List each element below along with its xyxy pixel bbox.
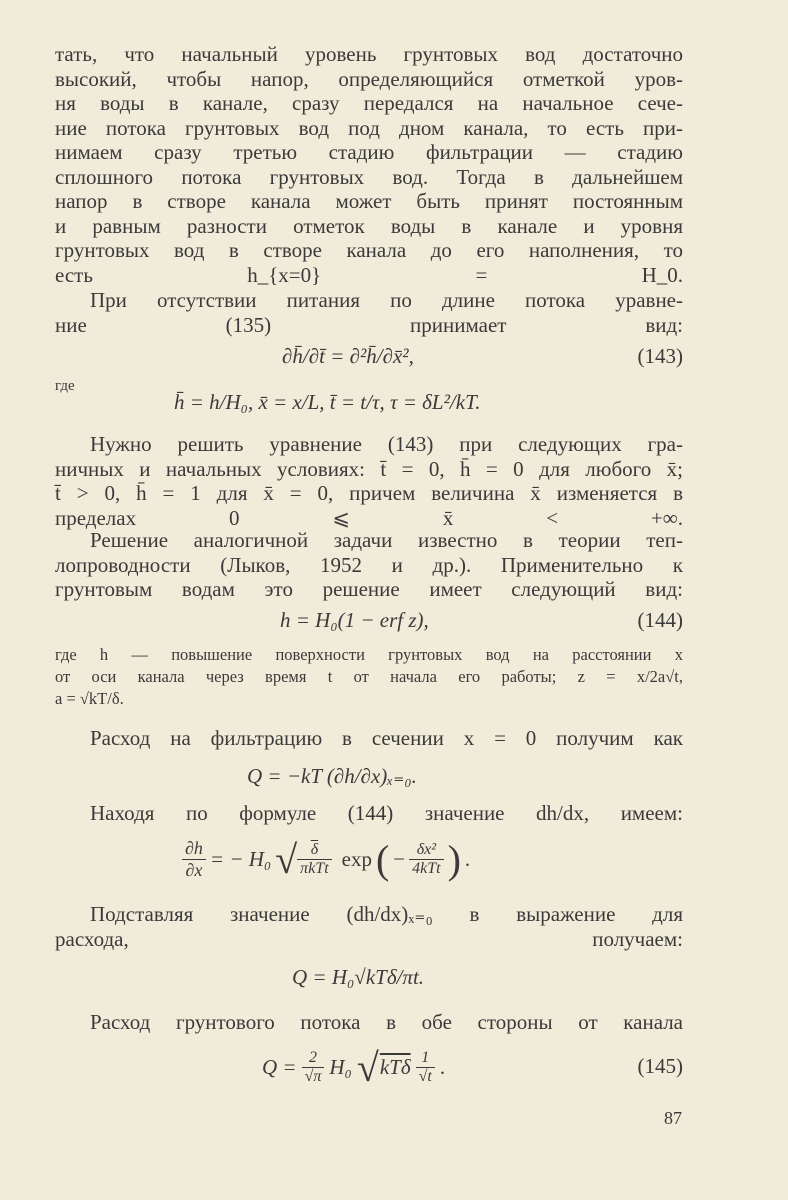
fraction-denominator: √π [304,1068,322,1085]
text-line: пределах 0 ⩽ x̄ < +∞. [55,505,683,530]
head-symbol: H₀ [329,1055,352,1079]
fraction-denominator: 4kTt [412,860,441,877]
derivative-fraction [182,838,206,881]
equation-discharge-2: Q = H₀√kTδ/πt. [292,965,425,989]
paragraph-3 [55,432,683,530]
fraction-numerator: ∂h [182,838,206,860]
paragraph-4 [55,528,683,602]
equation-discharge-1: Q = −kT (∂h/∂x)ₓ₌₀. [247,764,417,788]
equation-143-definitions: h̄ = h/H₀, x̄ = x/L, t̄ = t/τ, τ = δL²/kT. [174,390,481,414]
paragraph-8 [55,1010,683,1035]
exp-fraction [409,841,443,878]
equation-144: h = H₀(1 − erf z), [280,608,429,632]
text-line: Подставляя значение (dh/dx)ₓ₌₀ в выражение для [90,902,683,926]
text-line: Решение аналогичной задачи известно в теории теп- [90,528,683,552]
text-line: сплошного потока грунтовых вод. Тогда в дальнейшем [55,164,683,189]
text-line: Находя по формуле (144) значение dh/dx, имеем: [90,801,683,825]
right-paren: ) [447,837,461,882]
text-line: Нужно решить уравнение (143) при следующих гра- [90,432,683,456]
equation-number-145: (145) [637,1054,683,1078]
equation-lhs: Q = [262,1055,297,1079]
text-line: Расход на фильтрацию в сечении x = 0 получим как [90,726,683,750]
text-line: лопроводности (Лыков, 1952 и др.). Применительно к [55,552,683,577]
fraction-numerator: δ [297,841,331,860]
text-line: тать, что начальный уровень грунтовых вод достаточно [55,42,683,66]
text-line: ние (135) принимает вид: [55,312,683,337]
fraction-denominator: ∂x [185,860,203,880]
paragraph-1 [55,42,683,287]
equation-middle: = − H₀ [209,847,272,871]
radical-sign: √ [356,1045,379,1090]
word-where: где [55,378,75,394]
paragraph-6 [55,801,683,826]
fraction-numerator: δx² [409,841,443,860]
radical-sign: √ [275,837,298,882]
equation-145 [262,1044,445,1091]
text-line: напор в створе канала может быть принят постоянным [55,189,683,213]
text-line: ние потока грунтовых вод под дном канала, то есть при- [55,115,683,140]
fraction-numerator: 2 [302,1049,325,1068]
coefficient-fraction [302,1049,325,1086]
equation-144-note [55,644,683,710]
fraction-denominator: πkTt [300,860,329,877]
period: . [439,1055,446,1079]
paragraph-7 [55,902,683,951]
text-line: нимаем сразу третью стадию фильтрации — стадию [55,140,683,164]
equation-number-143: (143) [637,344,683,368]
text-line: Расход грунтового потока в обе стороны от канала [90,1010,683,1034]
equation-143: ∂h̄/∂t̄ = ∂²h̄/∂x̄², [282,344,414,368]
text-line: грунтовых вод в створе канала до его наполнения, то [55,238,683,262]
equation-derivative [182,836,470,883]
text-line: t̄ > 0, h̄ = 1 для x̄ = 0, причем величина x̄ изменяется в [55,481,683,505]
exp-function: exp [341,847,372,871]
period: . [464,847,471,871]
radicand: kTδ [379,1055,411,1079]
left-paren: ( [375,837,390,882]
text-line: a = √kT/δ. [55,689,124,708]
text-line: где h — повышение поверхности грунтовых вод на расстоянии x [55,645,683,664]
minus-sign: − [393,847,406,871]
text-line: грунтовым водам это решение имеет следующий вид: [55,577,683,601]
paragraph-5 [55,726,683,751]
time-fraction [416,1049,435,1086]
paragraph-2 [55,288,683,337]
fraction-numerator: 1 [416,1049,435,1068]
fraction-denominator: √t [418,1068,432,1085]
text-line: расхода, получаем: [55,926,683,951]
text-line: ня воды в канале, сразу передался на начальное сече- [55,91,683,115]
text-line: от оси канала через время t от начала его работы; z = x/2a√t, [55,667,683,686]
radical-fraction [297,841,331,878]
text-line: и равным разности отметок воды в канале и уровня [55,213,683,238]
page-number: 87 [664,1108,682,1128]
text-line: высокий, чтобы напор, определяющийся отметкой уров- [55,66,683,91]
text-line: есть h_{x=0} = H_0. [55,262,683,287]
text-line: ничных и начальных условиях: t̄ = 0, h̄ = 0 для любого x̄; [55,456,683,481]
text-line: При отсутствии питания по длине потока уравне- [90,288,683,312]
equation-number-144: (144) [637,608,683,632]
